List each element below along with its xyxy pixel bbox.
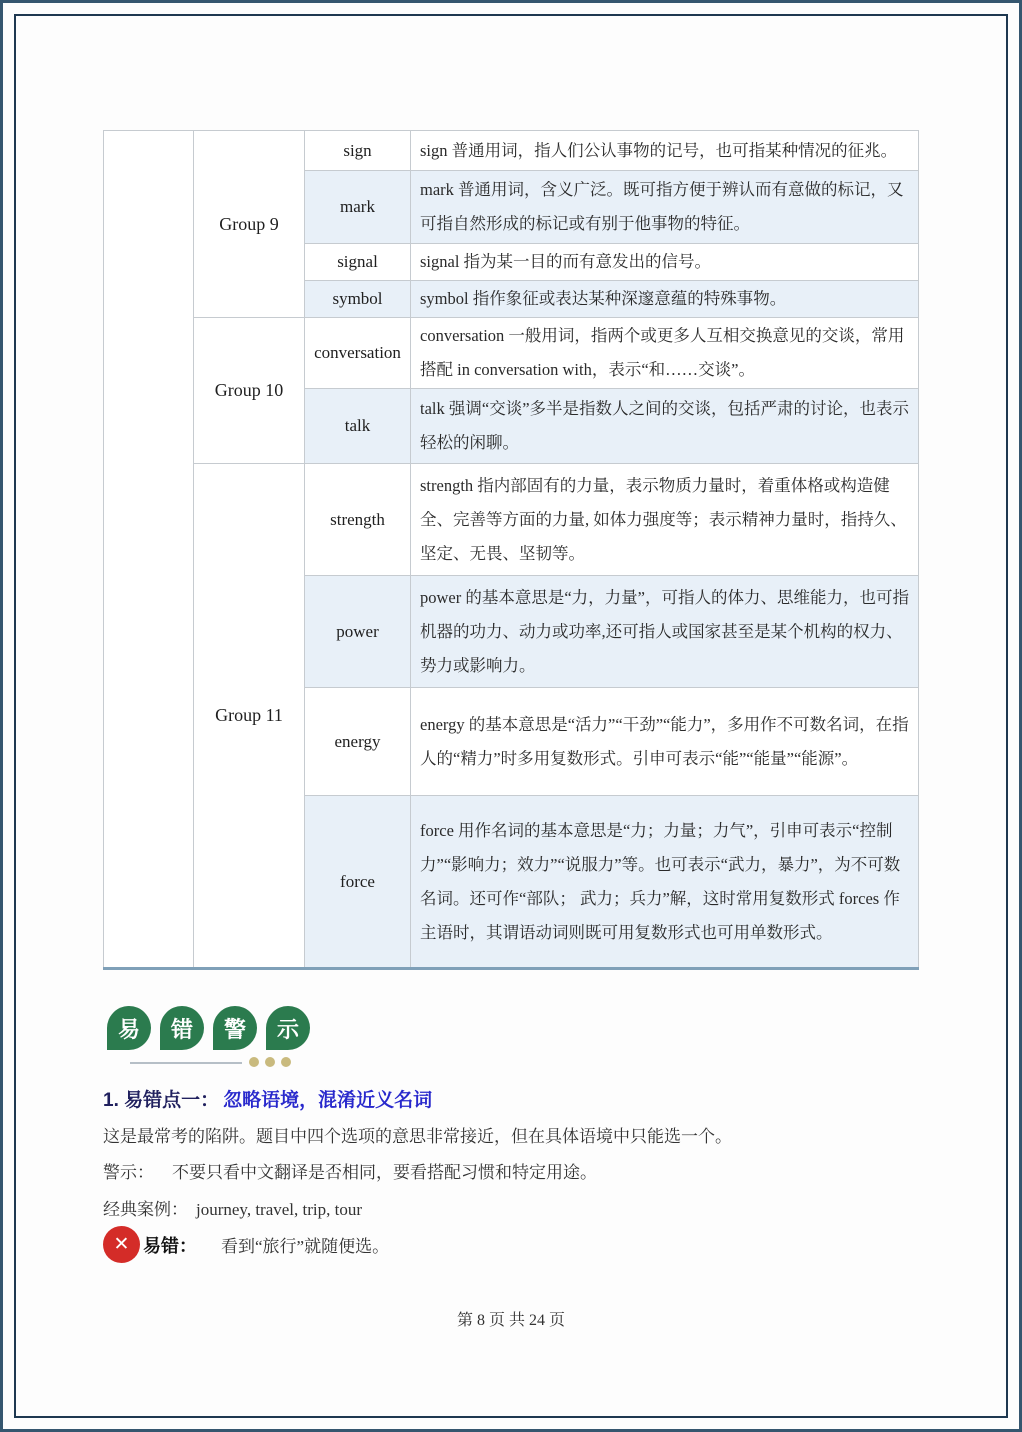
mistake-point-heading [103, 1085, 432, 1112]
classic-case-line [103, 1195, 362, 1220]
word-cell: symbol [305, 281, 411, 318]
word-cell: force [305, 796, 411, 969]
desc-cell: force 用作名词的基本意思是“力；力量；力气”，引申可表示“控制力”“影响力；效力”“说服力”等。也可表示“武力，暴力”，为不可数名词。还可作“部队； 武力；兵力”解，这时常用复数形式 forces 作主语时，其谓语动词则既可用复数形式也可用单数形式。 [411, 796, 919, 969]
desc-cell: signal 指为某一目的而有意发出的信号。 [411, 244, 919, 281]
case-text: journey, travel, trip, tour [196, 1200, 363, 1219]
heading-number-label: 1. 易错点一： [103, 1090, 220, 1111]
group-11-cell: Group 11 [194, 464, 305, 969]
desc-cell: symbol 指作象征或表达某种深邃意蕴的特殊事物。 [411, 281, 919, 318]
word-cell: conversation [305, 318, 411, 389]
word-cell: mark [305, 171, 411, 244]
vocabulary-comparison-table [103, 130, 919, 970]
group-9-cell: Group 9 [194, 131, 305, 318]
common-mistake-line [103, 1226, 389, 1263]
table-row [104, 318, 919, 389]
case-label: 经典案例： [103, 1200, 188, 1219]
desc-cell: power 的基本意思是“力，力量”，可指人的体力、思维能力，也可指机器的功力、动力或功率,还可指人或国家甚至是某个机构的权力、势力或影响力。 [411, 576, 919, 688]
desc-cell: conversation 一般用词，指两个或更多人互相交换意见的交谈，常用搭配 in conversation with，表示“和……交谈”。 [411, 318, 919, 389]
warning-badge-cuo: 错 [160, 1006, 204, 1050]
decorative-dot [249, 1057, 259, 1067]
word-cell: sign [305, 131, 411, 171]
badge-underline-rule [130, 1062, 242, 1064]
table-row [104, 131, 919, 171]
category-cell-empty [104, 131, 194, 969]
desc-cell: energy 的基本意思是“活力”“干劲”“能力”，多用作不可数名词，在指人的“精力”时多用复数形式。引申可表示“能”“能量”“能源”。 [411, 688, 919, 796]
heading-highlight-text: 忽略语境，混淆近义名词 [223, 1090, 433, 1111]
desc-cell: talk 强调“交谈”多半是指数人之间的交谈，包括严肃的讨论，也表示轻松的闲聊。 [411, 389, 919, 464]
word-cell: energy [305, 688, 411, 796]
group-10-cell: Group 10 [194, 318, 305, 464]
mistake-description: 这是最常考的陷阱。题目中四个选项的意思非常接近，但在具体语境中只能选一个。 [103, 1127, 732, 1146]
word-cell: strength [305, 464, 411, 576]
word-cell: power [305, 576, 411, 688]
page-number: 第 8 页 共 24 页 [456, 1312, 565, 1329]
warning-badge-yi: 易 [107, 1006, 151, 1050]
tip-text: 不要只看中文翻译是否相同，要看搭配习惯和特定用途。 [172, 1163, 597, 1182]
table-row [104, 464, 919, 576]
desc-cell: mark 普通用词，含义广泛。既可指方便于辨认而有意做的标记，又可指自然形成的标记或有别于他事物的特征。 [411, 171, 919, 244]
decorative-dot [281, 1057, 291, 1067]
tip-label: 警示： [103, 1163, 154, 1182]
decorative-dot [265, 1057, 275, 1067]
warning-badge-shi: 示 [266, 1006, 310, 1050]
word-cell: talk [305, 389, 411, 464]
warning-badge-jing: 警 [213, 1006, 257, 1050]
cross-error-icon: ✕ [103, 1226, 140, 1263]
mistake-text: 看到“旅行”就随便选。 [221, 1237, 390, 1256]
desc-cell: strength 指内部固有的力量，表示物质力量时，着重体格或构造健全、完善等方面的力量, 如体力强度等；表示精神力量时，指持久、坚定、无畏、坚韧等。 [411, 464, 919, 576]
desc-cell: sign 普通用词，指人们公认事物的记号，也可指某种情况的征兆。 [411, 131, 919, 171]
word-cell: signal [305, 244, 411, 281]
tip-line [103, 1158, 597, 1183]
mistake-label: 易错： [143, 1235, 197, 1256]
